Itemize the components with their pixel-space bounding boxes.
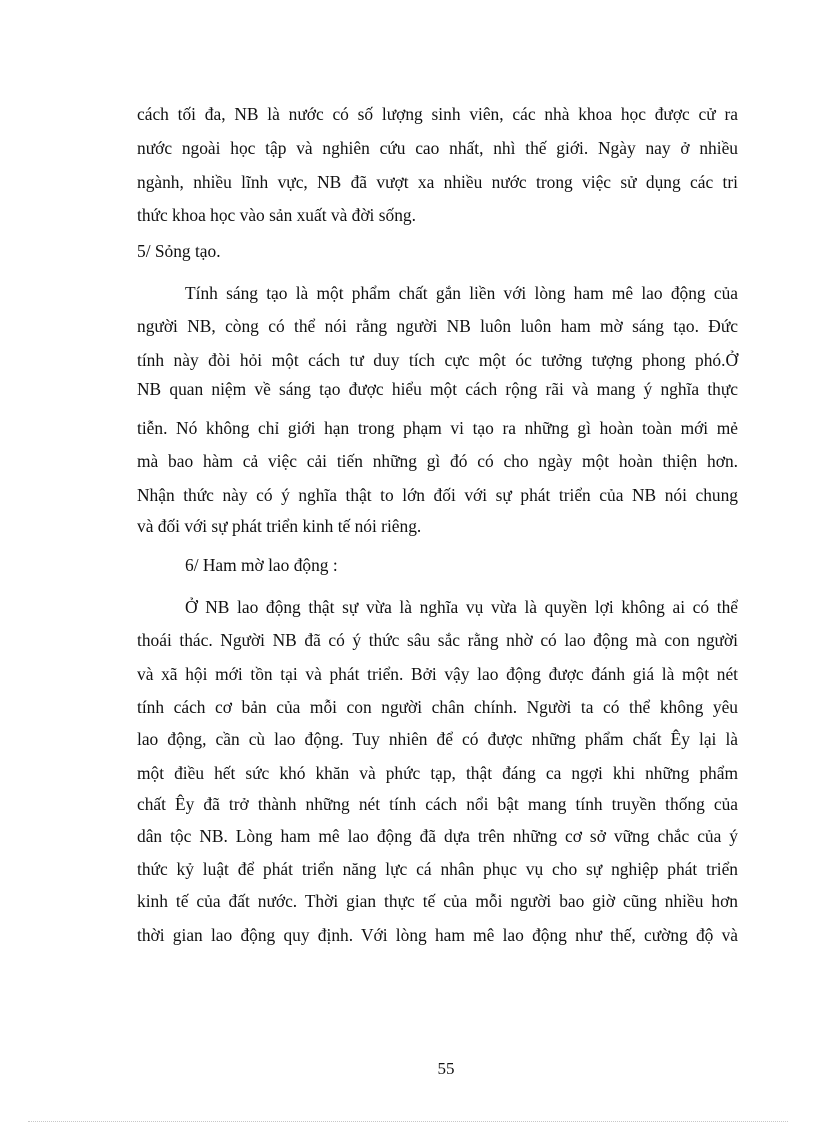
footer-divider <box>28 1121 788 1122</box>
text-line: mà bao hàm cả việc cải tiến những gì đó có cho ngày một hoàn thiện hơn. <box>137 451 738 471</box>
text-line: và xã hội mới tồn tại và phát triển. Bởi vậy lao động được đánh giá là một nét <box>137 664 738 684</box>
text-line: ngành, nhiều lĩnh vực, NB đã vượt xa nhiều nước trong việc sử dụng các tri <box>137 172 738 192</box>
text-line: một điều hết sức khó khăn và phức tạp, thật đáng ca ngợi khi những phẩm <box>137 763 738 783</box>
text-line: và đối với sự phát triển kinh tế nói riêng. <box>137 516 422 536</box>
text-line: lao động, cần cù lao động. Tuy nhiên để có được những phẩm chất Êy lại là <box>137 729 738 749</box>
text-line: cách tối đa, NB là nước có số lượng sinh viên, các nhà khoa học được cử ra <box>137 104 738 124</box>
section-heading: 5/ Sỏng tạo. <box>137 241 221 261</box>
text-line: thức khoa học vào sản xuất và đời sống. <box>137 205 416 225</box>
text-line: thức kỷ luật để phát triển năng lực cá nhân phục vụ cho sự nghiệp phát triển <box>137 859 738 879</box>
text-line: chất Êy đã trở thành những nét tính cách nổi bật mang tính truyền thống của <box>137 794 738 814</box>
text-line: tính này đòi hỏi một cách tư duy tích cực một óc tưởng tượng phong phó.Ở <box>137 350 738 370</box>
text-line: tiễn. Nó không chỉ giới hạn trong phạm vi tạo ra những gì hoàn toàn mới mẻ <box>137 418 738 438</box>
text-line: nước ngoài học tập và nghiên cứu cao nhất, nhì thế giới. Ngày nay ở nhiều <box>137 138 738 158</box>
text-line: Tính sáng tạo là một phẩm chất gắn liền với lòng ham mê lao động của <box>185 283 738 303</box>
text-line: Ở NB lao động thật sự vừa là nghĩa vụ vừa là quyền lợi không ai có thể <box>185 597 738 617</box>
text-line: kinh tế của đất nước. Thời gian thực tế của mỗi người bao giờ cũng nhiều hơn <box>137 891 738 911</box>
text-line: tính cách cơ bản của mỗi con người chân chính. Người ta có thể không yêu <box>137 697 738 717</box>
text-line: NB quan niệm về sáng tạo được hiểu một cách rộng rãi và mang ý nghĩa thực <box>137 379 738 399</box>
section-heading: 6/ Ham mờ lao động : <box>185 555 338 575</box>
text-line: thoái thác. Người NB đã có ý thức sâu sắc rằng nhờ có lao động mà con người <box>137 630 738 650</box>
text-line: thời gian lao động quy định. Với lòng ham mê lao động như thế, cường độ và <box>137 925 738 945</box>
text-line: dân tộc NB. Lòng ham mê lao động đã dựa trên những cơ sở vững chắc của ý <box>137 826 738 846</box>
text-line: người NB, còng có thể nói rằng người NB luôn luôn ham mờ sáng tạo. Đức <box>137 316 738 336</box>
page-number: 55 <box>437 1059 455 1078</box>
text-line: Nhận thức này có ý nghĩa thật to lớn đối với sự phát triển của NB nói chung <box>137 485 738 505</box>
